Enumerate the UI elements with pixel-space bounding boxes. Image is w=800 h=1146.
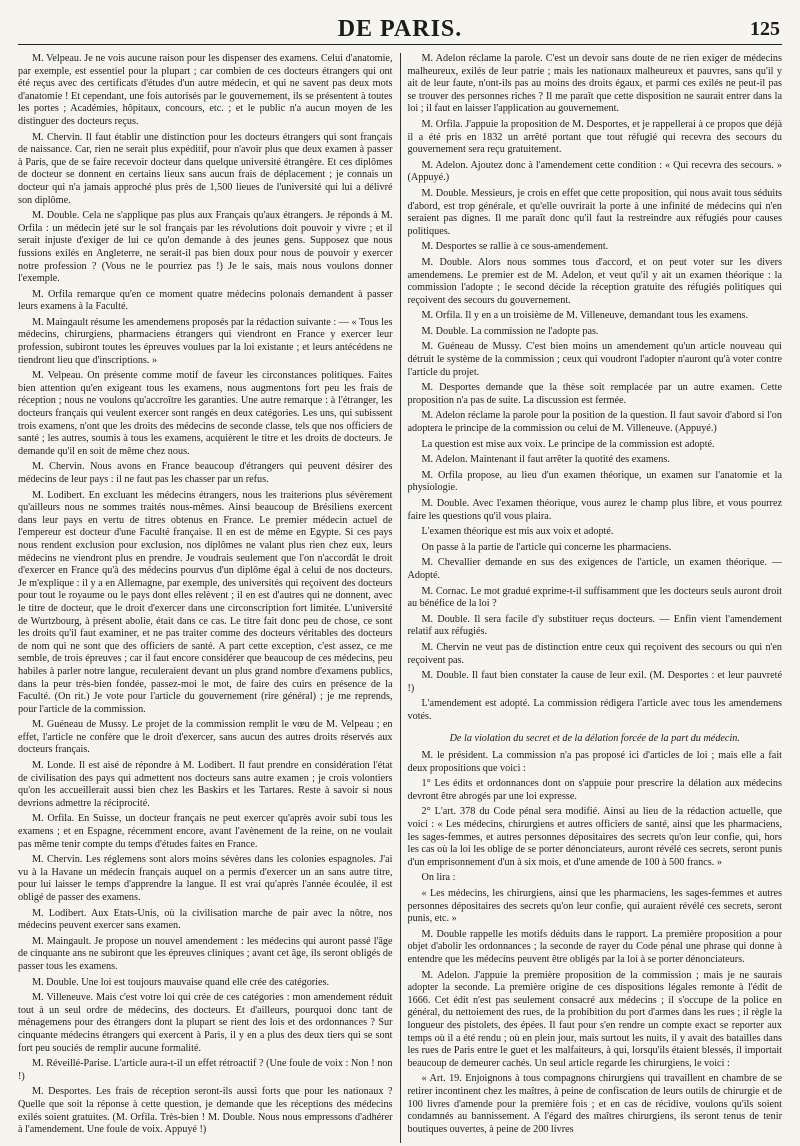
right-column	[401, 53, 783, 1143]
paragraph: M. Double. Il sera facile d'y substituer reçus docteurs. — Enfin vient l'amendement relatif aux réfugiés.	[407, 613, 782, 638]
paragraph: M. Adelon. Maintenant il faut arrêter la quotité des examens.	[421, 454, 670, 466]
paragraph: L'amendement est adopté. La commission rédigera l'article avec tous les amendemens votés.	[407, 698, 782, 722]
paragraph: M. Double. Cela ne s'applique pas plus aux Français qu'aux étrangers. Je réponds à M. Orfila : un médecin jeté sur le sol français par les révolutions doit pouvoir y vivre ; et il serait injuste d'exiger de lui ce qu'on demande à des jeunes gens. Supposez que nous fussions exilés en Angleterre, ne serait-il pas bien doux pour nous de pouvoir y exercer notre profession ? (Vous ne le pourriez pas !) Je le sais, mais nous voulons donner l'exemple.	[18, 210, 393, 285]
paragraph: La question est mise aux voix. Le principe de la commission est adopté.	[421, 438, 715, 450]
paragraph: M. Orfila. En Suisse, un docteur français ne peut exercer qu'après avoir subi tous les examens ; et en Espagne, récemment encore, avant l'avènement de la reine, on ne voulait pas même tenir compte du temps d'études faites en France.	[18, 813, 393, 850]
left-column	[18, 53, 400, 1143]
right-column-debate	[408, 53, 783, 724]
paragraph: M. Chervin. Les réglemens sont alors moins sévères dans les colonies espagnoles. J'ai vu à la Havane un médecin français auquel on a permis d'exercer un an sans autre titre, pour lui laisser le temps d'apprendre la langue. Il est vrai qu'après l'année écoulée, il est obligé de passer des examens.	[18, 854, 393, 903]
paragraph: M. Double. Une loi est toujours mauvaise quand elle crée des catégories.	[32, 976, 330, 988]
paragraph: M. Chervin ne veut pas de distinction entre ceux qui reçoivent des secours ou qui n'en reçoivent pas.	[407, 641, 782, 666]
paragraph: M. Chevallier demande en sus des exigences de l'article, un examen théorique. — Adopté.	[407, 557, 782, 581]
paragraph: M. Maingault. Je propose un nouvel amendement : les médecins qui auront passé l'âge de cinquante ans ne subiront que les épreuves cliniques ; avant cet âge, ils seront obligés de passer tous les examens.	[18, 935, 393, 972]
paragraph: M. Villeneuve. Mais c'est votre loi qui crée de ces catégories : mon amendement réduit tout à un seul ordre de médecins, des docteurs. Et d'ailleurs, pourquoi donc tant de ménagemens pour des étrangers dont la plupart se rient des lois et des ordonnances ? Sur cinquante médecins étrangers qui exercent à Paris, il y en a plus des deux tiers qui se sont fort peu souciés de remplir aucune formalité.	[18, 992, 393, 1054]
right-column-secret-section	[408, 750, 783, 1136]
paragraph: M. Orfila propose, au lieu d'un examen théorique, un examen sur l'anatomie et la physiologie.	[407, 469, 782, 494]
page-header	[18, 14, 782, 45]
paragraph: M. le président. La commission n'a pas proposé ici d'articles de loi ; mais elle a fait deux propositions que voici :	[407, 750, 782, 774]
page-number: 125	[750, 18, 780, 40]
paragraph: M. Double. Messieurs, je crois en effet que cette proposition, qui nous avait tous séduits d'abord, est trop générale, et qu'elle ouvrirait la porte à une infinité de médecins qui n'en seraient pas dignes. Il me paraît donc qu'il faut la restreindre aux réfugiés pour causes politiques.	[407, 187, 782, 237]
paragraph: M. Guéneau de Mussy. Le projet de la commission remplit le vœu de M. Velpeau ; en effet, l'article ne confère que le droit d'exercer, sans aucun des autres droits réservés aux docteurs français.	[18, 719, 393, 756]
paragraph: M. Velpeau. On présente comme motif de faveur les circonstances politiques. Faites bien attention qu'en exigeant tous les examens, nous augmentons fort peu les frais de réception ; nous ne voulons qu'accroître les garanties. Une autre remarque : à l'étranger, les docteurs français qui veulent exercer sont rangés en deux catégories. Les uns, qui subissent trois examens, n'ont que les droits des médecins de seconde classe, tels que nos officiers de santé ; les autres, soumis à tous les examens, acquièrent le titre et les droits de docteurs. Je demande qu'il en soit de même chez nous.	[18, 370, 393, 457]
paragraph: M. Orfila. Il y en a un troisième de M. Villeneuve, demandant tous les examens.	[421, 310, 749, 322]
paragraph: M. Orfila. J'appuie la proposition de M. Desportes, et je rappellerai à ce propos que déjà il a été pris en 1832 un arrêté portant que tout réfugié qui recevra des secours du gouvernement sera reçu gratuitement.	[407, 118, 782, 156]
running-title: DE PARIS.	[337, 16, 463, 42]
paragraph: « Art. 19. Enjoignons à tous compagnons chirurgiens qui travaillent en chambre de se retirer incontinent chez les maîtres, à peine de confiscation de leurs outils de chirurgie et de 100 livres d'amende pour la première fois ; et en cas de récidive, voulons qu'ils soient condamnés au bannissement. A l'égard des maîtres chirurgiens, ils seront tenus de tenir boutiques ouvertes, à peine de 200 livres	[407, 1073, 782, 1135]
paragraph: M. Adelon. Ajoutez donc à l'amendement cette condition : « Qui recevra des secours. » (Appuyé.)	[407, 159, 782, 184]
paragraph: M. Guéneau de Mussy. C'est bien moins un amendement qu'un article nouveau qui détruit le système de la commission ; ceux qui voudront l'adopter n'auront qu'à voter contre l'article du projet.	[407, 341, 782, 378]
paragraph: M. Orfila remarque qu'en ce moment quatre médecins polonais demandent à passer leurs examens à la Faculté.	[18, 288, 393, 313]
paragraph: M. Double rappelle les motifs déduits dans le rapport. La première proposition a pour objet d'abolir les ordonnances ; la seconde de rayer du Code pénal une phrase qui donne à entendre que les médecins peuvent être obligés par la loi à se porter dénonciateurs.	[407, 928, 782, 965]
paragraph: M. Cornac. Le mot gradué exprime-t-il suffisamment que les docteurs seuls auront droit au bénéfice de la loi ?	[407, 585, 782, 610]
paragraph: M. Lodibert. En excluant les médecins étrangers, nous les traiterions plus sévèrement qu'ailleurs nous ne sommes traités nous-mêmes. Ainsi beaucoup de Brésiliens exercent dans leur pays en vertu de titres obtenus en France. Le premier médecin actuel de l'empereur est docteur d'une Faculté française. Il en est de même en Egypte. Si ces pays nous rendent exclusion pour exclusion, nos diplômes ne valant plus rien chez eux, leurs médecins ne viendront plus en prendre. Je voudrais seulement que l'on n'accordât le droit d'exercer en France qu'à des médecins pourvus d'un diplôme égal à celui de nos docteurs. Je m'explique : il y a en Allemagne, par exemple, des universités qui reçoivent des docteurs pour tout le royaume ou le pays dont elles relèvent ; il en est d'autres qui ne donnent, avec le titre de docteur, que le droit d'exercer dans une circonscription fort limitée. L'université de Wurtzbourg, à présent abolie, était dans ce cas. Le titre fait donc peu de chose, ce sont les droits qu'il faut examiner, et ne pas traiter comme des docteurs véritables des docteurs de nom qui ne sont que des officiers de santé. A part cette exception, c'est assez, ce me semble, de trois épreuves ; car il faut encore considérer que beaucoup de ces médecins, peu habiles à parler notre langue, reculeraient devant un plus grand nombre d'examens publics, dans la peur très-bien fondée, passez-moi le mot, de faire des cuirs en présence de la Faculté. (On rit.) Je vote pour l'article du gouvernement (rire général) ; je me reprends, pour l'article de la commission.	[18, 489, 393, 715]
paragraph: M. Adelon. J'appuie la première proposition de la commission ; mais je ne saurais adopter la seconde. La première origine de ces dispositions légales remonte à l'édit de 1666. Cet édit n'est pas seulement consacré aux médecins ; il s'occupe de la police en général, du nettoiement des rues, de la prohibition du port d'armes dans les rues ; il règle la longueur des pistolets, des épées. Il faut pour s'en rendre un compte exact se reporter aux temps où il a été rendu ; où en plein jour, mais surtout les nuits, il y avait des batailles dans les rues de Paris entre le guet et les malfaiteurs, à qui, lorsqu'ils étaient blessés, il importait beaucoup de demeurer cachés. Un seul article regarde les chirurgiens, le voici :	[407, 969, 782, 1069]
paragraph: On lira :	[421, 872, 456, 884]
paragraph: « Les médecins, les chirurgiens, ainsi que les pharmaciens, les sages-femmes et autres personnes dépositaires des secrets qu'on leur confie, qui auraient révélé ces secrets, seront punis, etc. »	[407, 888, 782, 925]
paragraph: M. Desportes se rallie à ce sous-amendement.	[421, 241, 609, 253]
paragraph: M. Desportes demande que la thèse soit remplacée par un autre examen. Cette proposition n'a pas de suite. La discussion est fermée.	[407, 382, 782, 406]
section-heading: De la violation du secret et de la délation forcée de la part du médecin.	[449, 732, 740, 744]
paragraph: M. Adelon réclame la parole. C'est un devoir sans doute de ne rien exiger de médecins malheureux, exilés de leur patrie ; mais les nationaux malheureux et pauvres, sans qu'il y ait de leur faute, n'ont-ils pas au moins des droits égaux, et parmi ces exilés ne peut-il pas se trouver des personnes riches ? Il me paraît que cette disposition ne saurait entrer dans la loi ; il faut en laisser l'application au gouvernement.	[407, 53, 782, 115]
paragraph: M. Velpeau. Je ne vois aucune raison pour les dispenser des examens. Celui d'anatomie, par exemple, est essentiel pour la plupart ; car combien de ces docteurs étrangers qui ont été reçus avec des certificats d'études d'un autre médecin, et qui ne savent pas deux mots d'anatomie ! Et cependant, une fois autorisés par le gouvernement, ils se présentent à toutes les portes ; Académies, hôpitaux, concours, etc. ; et le public n'a aucun moyen de les distinguer des docteurs reçus.	[18, 53, 393, 127]
paragraph: M. Double. Avec l'examen théorique, vous aurez le champ plus libre, et vous pourrez faire les questions qu'il vous plaira.	[407, 498, 782, 522]
paragraph: On passe à la partie de l'article qui concerne les pharmaciens.	[421, 541, 672, 553]
paragraph: 1° Les édits et ordonnances dont on s'appuie pour prescrire la délation aux médecins devront être abrogés par une loi expresse.	[407, 778, 782, 802]
paragraph: 2° L'art. 378 du Code pénal sera modifié. Ainsi au lieu de la rédaction actuelle, que voici : « Les médecins, chirurgiens et autres officiers de santé, ainsi que les pharmaciens, les sages-femmes, et autres personnes dépositaires des secrets qu'on leur confie, qui, hors les cas où la loi les oblige de se porter dénonciateurs, auront révélé ces secrets, seront punis d'un emprisonnement d'un à six mois, et d'une amende de 100 à 500 francs. »	[407, 806, 782, 868]
paragraph: M. Double. Il faut bien constater la cause de leur exil. (M. Desportes : et leur pauvreté !)	[407, 670, 782, 694]
paragraph: M. Chervin. Il faut établir une distinction pour les docteurs étrangers qui sont français de naissance. Car, rien ne serait plus expéditif, pour n'avoir plus que deux examen à passer à Paris, que de se faire recevoir docteur dans quelque université étrangère. Et ces diplômes de docteur se donnent en certains lieux sans aucun frais de déplacement ; je connais un docteur qui n'a jamais approché plus près de 1,500 lieues de l'université qui lui a délivré son diplôme.	[18, 131, 393, 206]
paragraph: M. Desportes. Les frais de réception seront-ils aussi forts que pour les nationaux ? Quelle que soit la réponse à cette question, je demande que les réceptions des médecins exilés soient gratuites. (M. Orfila. Très-bien ! M. Double. Nous nous empressons d'adhérer à l'amendement. Une foule de voix. Appuyé !)	[18, 1086, 393, 1136]
paragraph: M. Maingault résume les amendemens proposés par la rédaction suivante : — « Tous les médecins, chirurgiens, pharmaciens étrangers qui viendront en France y exercer leur profession, subiront toutes les épreuves voulues par la loi existante ; et leurs antécédens ne tiendront lieu que d'inscriptions. »	[18, 316, 393, 366]
paragraph: M. Double. Alors nous sommes tous d'accord, et on peut voter sur les divers amendemens. Le premier est de M. Adelon, et veut qu'il y ait un examen théorique : la commission l'adopte ; le second décide la réception gratuite des réfugiés politiques qui reçoivent des secours du gouvernement.	[407, 256, 782, 306]
paragraph: L'examen théorique est mis aux voix et adopté.	[421, 526, 614, 538]
paragraph: M. Lodibert. Aux Etats-Unis, où la civilisation marche de pair avec la nôtre, nos médecins peuvent exercer sans examen.	[18, 907, 393, 932]
paragraph: M. Double. La commission ne l'adopte pas.	[421, 325, 599, 337]
columns	[18, 53, 782, 1143]
paragraph: M. Réveillé-Parise. L'article aura-t-il un effet rétroactif ? (Une foule de voix : Non ! non !)	[18, 1058, 393, 1082]
paragraph: M. Londe. Il est aisé de répondre à M. Lodibert. Il faut prendre en considération l'état de civilisation des pays qui admettent nos docteurs sans autre examen ; je crois volontiers qu'on les accueillerait aussi bien chez les Baskirs et les Tartares. Reste à savoir si nous devrions admettre la réciprocité.	[18, 760, 393, 809]
paragraph: M. Adelon réclame la parole pour la position de la question. Il faut savoir d'abord si l'on adoptera le principe de la commission ou celui de M. Villeneuve. (Appuyé.)	[407, 410, 782, 435]
paragraph: M. Chervin. Nous avons en France beaucoup d'étrangers qui peuvent désirer des médecins de leur pays : il ne faut pas les chasser par un refus.	[18, 461, 393, 485]
